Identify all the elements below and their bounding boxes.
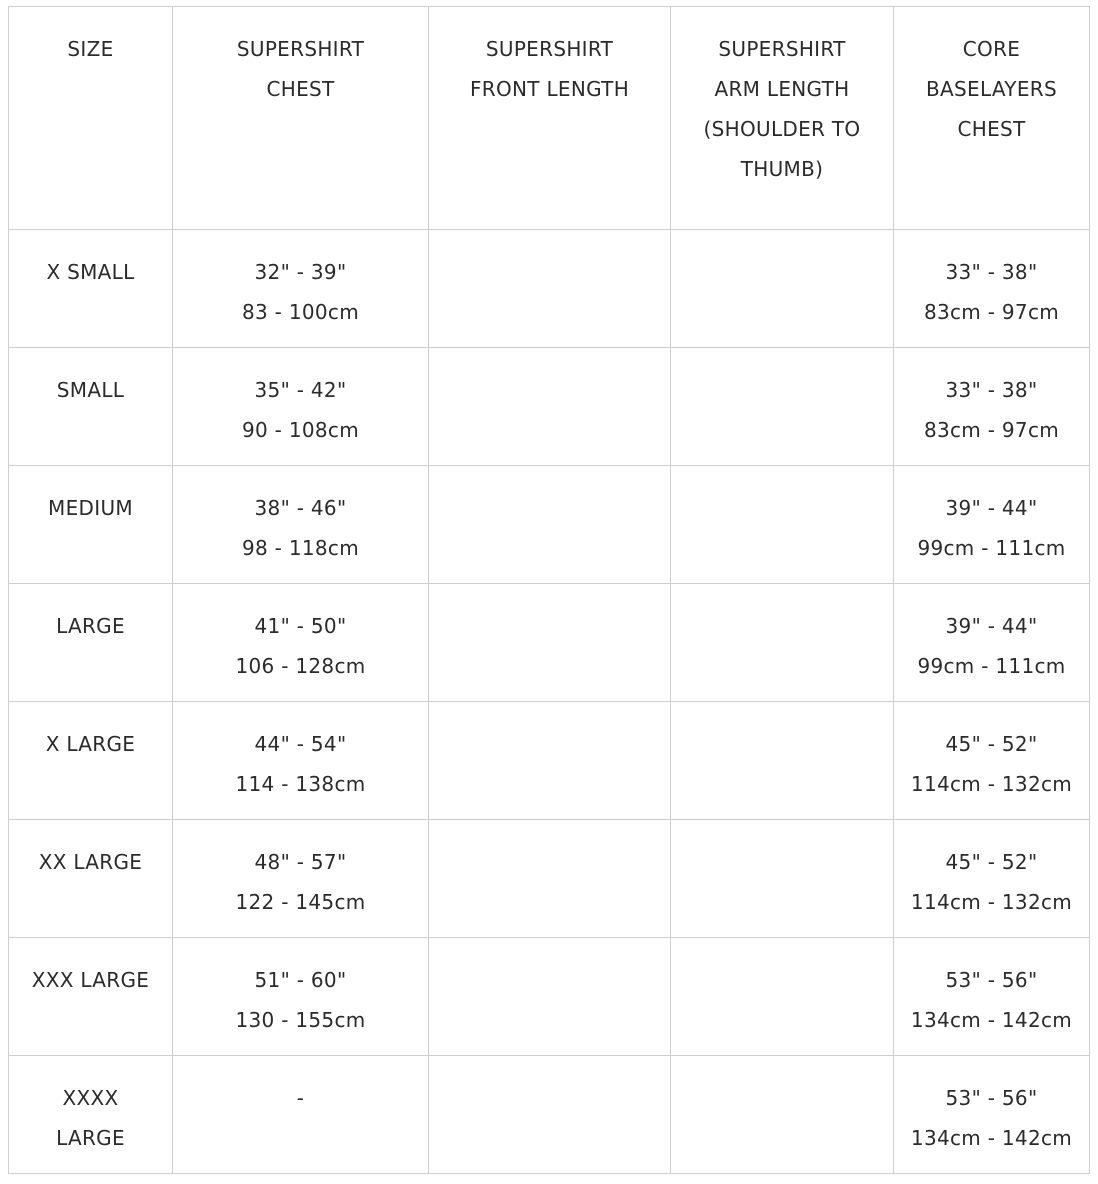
cell-text: 99cm - 111cm bbox=[917, 654, 1066, 678]
table-row bbox=[9, 584, 1090, 702]
cell-text: 90 - 108cm bbox=[241, 418, 360, 442]
header-text: THUMB) bbox=[740, 157, 824, 181]
cell-text: X LARGE bbox=[45, 732, 136, 756]
header-text: SUPERSHIRT bbox=[718, 37, 846, 61]
cell-text: MEDIUM bbox=[48, 496, 133, 520]
supershirt-arm-length-cell bbox=[671, 230, 894, 348]
header-text: CORE bbox=[962, 37, 1021, 61]
supershirt-chest-cell bbox=[173, 348, 429, 466]
cell-text: 98 - 118cm bbox=[241, 536, 360, 560]
header-text: SUPERSHIRT bbox=[236, 37, 365, 61]
cell-text: 39" - 44" bbox=[945, 496, 1038, 520]
header-supershirt-front-length bbox=[429, 7, 671, 230]
header-text: (SHOULDER TO bbox=[703, 117, 861, 141]
supershirt-arm-length-cell bbox=[671, 1056, 894, 1174]
supershirt-front-length-cell bbox=[429, 938, 671, 1056]
cell-text: 114cm - 132cm bbox=[910, 772, 1073, 796]
header-size bbox=[9, 7, 173, 230]
header-text: ARM LENGTH bbox=[714, 77, 850, 101]
table-row bbox=[9, 230, 1090, 348]
cell-text: 33" - 38" bbox=[945, 260, 1038, 284]
core-baselayers-chest-cell bbox=[894, 1056, 1090, 1174]
cell-text: X SMALL bbox=[46, 260, 135, 284]
supershirt-chest-cell bbox=[173, 466, 429, 584]
supershirt-front-length-cell bbox=[429, 1056, 671, 1174]
cell-text: XXXX bbox=[62, 1086, 119, 1110]
cell-text: 41" - 50" bbox=[254, 614, 347, 638]
supershirt-chest-cell bbox=[173, 702, 429, 820]
size-cell bbox=[9, 820, 173, 938]
cell-text: XXX LARGE bbox=[31, 968, 150, 992]
cell-text: 53" - 56" bbox=[945, 1086, 1038, 1110]
cell-text: 114 - 138cm bbox=[235, 772, 366, 796]
cell-text: 45" - 52" bbox=[945, 732, 1038, 756]
cell-text: 83 - 100cm bbox=[241, 300, 360, 324]
table-row bbox=[9, 938, 1090, 1056]
table-row bbox=[9, 820, 1090, 938]
header-text: SIZE bbox=[67, 37, 114, 61]
header-supershirt-chest bbox=[173, 7, 429, 230]
cell-text: 134cm - 142cm bbox=[910, 1008, 1073, 1032]
header-text: BASELAYERS bbox=[926, 77, 1057, 101]
header-text: CHEST bbox=[266, 77, 335, 101]
supershirt-arm-length-cell bbox=[671, 584, 894, 702]
size-cell bbox=[9, 348, 173, 466]
core-baselayers-chest-cell bbox=[894, 702, 1090, 820]
header-row bbox=[9, 7, 1090, 230]
cell-text: 130 - 155cm bbox=[235, 1008, 366, 1032]
cell-text: 122 - 145cm bbox=[235, 890, 366, 914]
supershirt-front-length-cell bbox=[429, 584, 671, 702]
cell-text: 134cm - 142cm bbox=[910, 1126, 1073, 1150]
cell-text: 32" - 39" bbox=[254, 260, 347, 284]
supershirt-chest-cell bbox=[173, 1056, 429, 1174]
header-text: FRONT LENGTH bbox=[469, 77, 630, 101]
size-cell bbox=[9, 702, 173, 820]
table-body bbox=[9, 230, 1090, 1174]
cell-text: 38" - 46" bbox=[254, 496, 347, 520]
size-cell bbox=[9, 1056, 173, 1174]
cell-text: 114cm - 132cm bbox=[910, 890, 1073, 914]
core-baselayers-chest-cell bbox=[894, 584, 1090, 702]
size-cell bbox=[9, 584, 173, 702]
core-baselayers-chest-cell bbox=[894, 466, 1090, 584]
cell-text: 44" - 54" bbox=[254, 732, 347, 756]
cell-text: 48" - 57" bbox=[254, 850, 347, 874]
cell-text: XX LARGE bbox=[38, 850, 143, 874]
cell-text: 51" - 60" bbox=[254, 968, 347, 992]
size-cell bbox=[9, 230, 173, 348]
supershirt-front-length-cell bbox=[429, 702, 671, 820]
supershirt-front-length-cell bbox=[429, 230, 671, 348]
cell-text: 53" - 56" bbox=[945, 968, 1038, 992]
supershirt-arm-length-cell bbox=[671, 348, 894, 466]
supershirt-chest-cell bbox=[173, 820, 429, 938]
cell-text: 33" - 38" bbox=[945, 378, 1038, 402]
supershirt-arm-length-cell bbox=[671, 466, 894, 584]
table-row bbox=[9, 1056, 1090, 1174]
supershirt-chest-cell bbox=[173, 584, 429, 702]
cell-text: - bbox=[296, 1086, 305, 1110]
header-core-baselayers-chest bbox=[894, 7, 1090, 230]
table-row bbox=[9, 348, 1090, 466]
core-baselayers-chest-cell bbox=[894, 938, 1090, 1056]
cell-text: 39" - 44" bbox=[945, 614, 1038, 638]
supershirt-chest-cell bbox=[173, 230, 429, 348]
size-cell bbox=[9, 466, 173, 584]
cell-text: 83cm - 97cm bbox=[923, 418, 1060, 442]
cell-text: 35" - 42" bbox=[254, 378, 347, 402]
cell-text: LARGE bbox=[56, 1126, 125, 1150]
core-baselayers-chest-cell bbox=[894, 348, 1090, 466]
supershirt-chest-cell bbox=[173, 938, 429, 1056]
supershirt-front-length-cell bbox=[429, 466, 671, 584]
supershirt-front-length-cell bbox=[429, 820, 671, 938]
header-text: CHEST bbox=[957, 117, 1026, 141]
cell-text: 99cm - 111cm bbox=[917, 536, 1066, 560]
header-supershirt-arm-length bbox=[671, 7, 894, 230]
supershirt-arm-length-cell bbox=[671, 938, 894, 1056]
header-text: SUPERSHIRT bbox=[485, 37, 614, 61]
cell-text: 83cm - 97cm bbox=[923, 300, 1060, 324]
core-baselayers-chest-cell bbox=[894, 230, 1090, 348]
supershirt-arm-length-cell bbox=[671, 820, 894, 938]
size-chart-table bbox=[8, 6, 1090, 1174]
table-row bbox=[9, 466, 1090, 584]
supershirt-front-length-cell bbox=[429, 348, 671, 466]
cell-text: SMALL bbox=[56, 378, 125, 402]
size-cell bbox=[9, 938, 173, 1056]
table-row bbox=[9, 702, 1090, 820]
supershirt-arm-length-cell bbox=[671, 702, 894, 820]
cell-text: 106 - 128cm bbox=[235, 654, 366, 678]
cell-text: LARGE bbox=[56, 614, 125, 638]
core-baselayers-chest-cell bbox=[894, 820, 1090, 938]
cell-text: 45" - 52" bbox=[945, 850, 1038, 874]
